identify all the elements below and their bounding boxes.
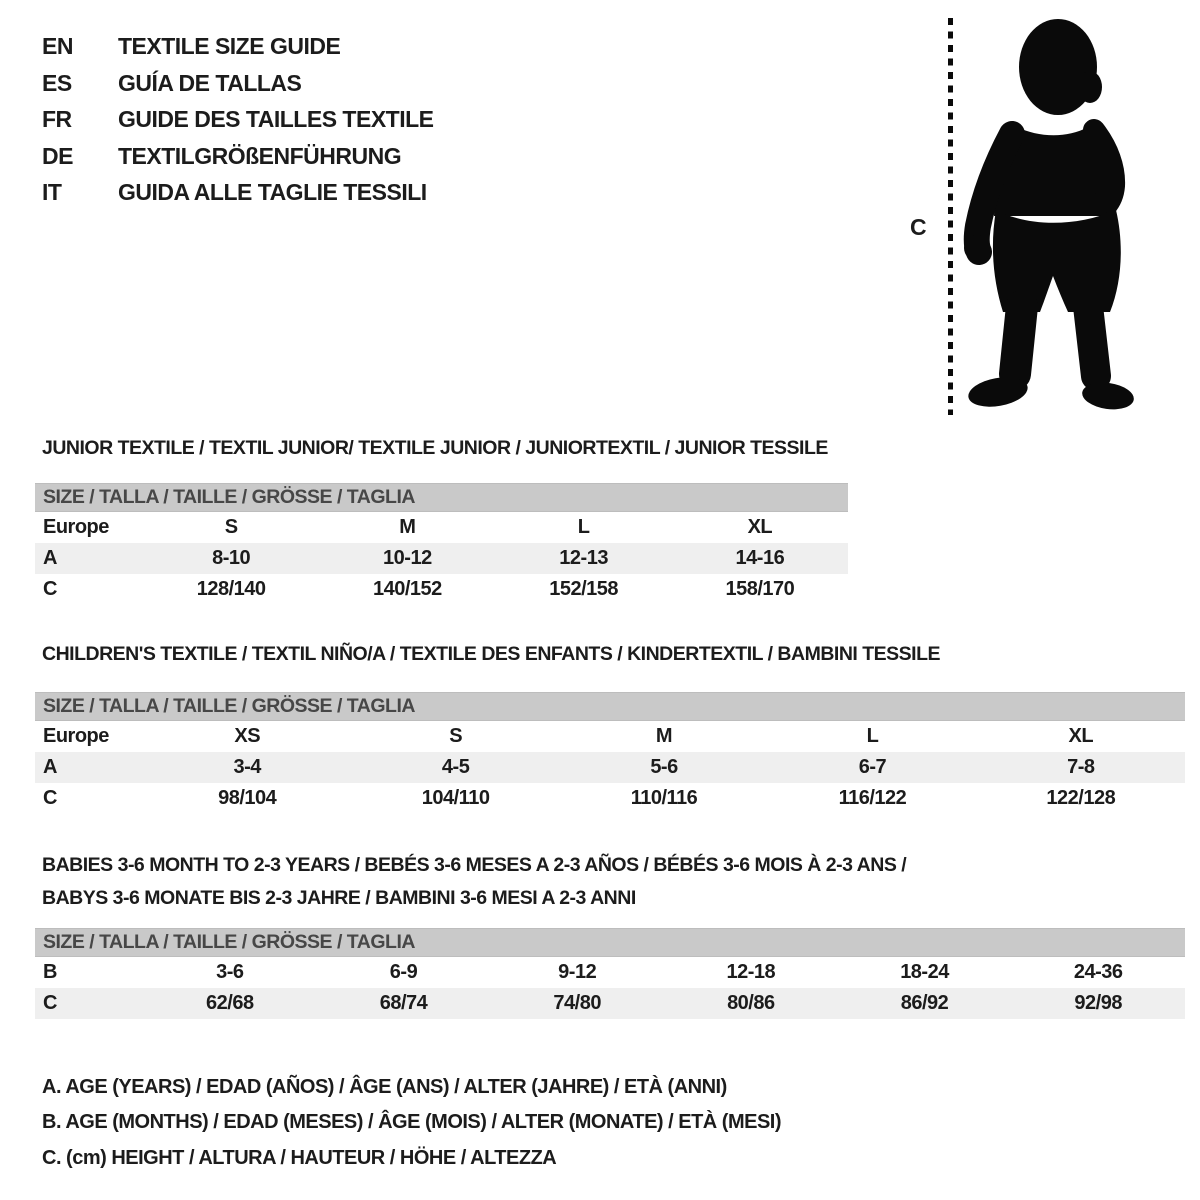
row-label: C [43, 787, 57, 809]
table-cell: XL [1068, 725, 1094, 747]
row-label: A [43, 756, 57, 778]
legend-line-a: A. AGE (YEARS) / EDAD (AÑOS) / ÂGE (ANS) / ALTER (JAHRE) / ETÀ (ANNI) [42, 1076, 727, 1098]
table-cell: 74/80 [553, 992, 601, 1014]
table-cell: 12-18 [726, 961, 776, 983]
babies-size-table [35, 928, 1185, 1019]
table-cell: 8-10 [212, 547, 251, 569]
language-title: GUIDA ALLE TAGLIE TESSILI [118, 179, 427, 205]
language-code: IT [42, 179, 62, 205]
table-cell: 7-8 [1067, 756, 1095, 778]
language-row [42, 174, 434, 211]
table-cell: 92/98 [1074, 992, 1122, 1014]
table-cell: 122/128 [1046, 787, 1116, 809]
table-cell: 68/74 [379, 992, 428, 1014]
row-label: B [43, 961, 57, 983]
table-cell: XL [747, 516, 773, 538]
table-row [35, 721, 1185, 752]
table-cell: 98/104 [218, 787, 277, 809]
height-measure-label: C [910, 214, 927, 240]
table-cell: 110/116 [630, 787, 698, 809]
table-row [35, 957, 1185, 988]
table-cell: 80/86 [727, 992, 775, 1014]
table-cell: 6-9 [389, 961, 418, 983]
row-label: A [43, 547, 57, 569]
row-label: Europe [43, 725, 109, 747]
language-row [42, 101, 434, 138]
size-header-bar: SIZE / TALLA / TAILLE / GRÖSSE / TAGLIA [35, 928, 1185, 957]
junior-section-title: JUNIOR TEXTILE / TEXTIL JUNIOR/ TEXTILE JUNIOR / JUNIORTEXTIL / JUNIOR TESSILE [42, 437, 828, 459]
table-cell: 128/140 [196, 578, 266, 600]
table-cell: 24-36 [1073, 961, 1123, 983]
row-label: C [43, 578, 57, 600]
language-title: TEXTILE SIZE GUIDE [118, 33, 341, 59]
babies-section-title [42, 849, 906, 914]
table-cell: S [449, 725, 463, 747]
size-header-bar: SIZE / TALLA / TAILLE / GRÖSSE / TAGLIA [35, 483, 848, 512]
table-cell: 14-16 [735, 547, 785, 569]
language-code: ES [42, 69, 72, 96]
table-cell: 5-6 [650, 756, 678, 778]
language-row [42, 138, 434, 175]
table-cell: S [224, 516, 238, 538]
table-cell: 18-24 [900, 961, 949, 983]
row-label: Europe [43, 516, 109, 538]
table-cell: 116/122 [838, 787, 907, 809]
table-cell: 3-6 [216, 961, 244, 983]
table-cell: 158/170 [725, 578, 795, 600]
height-dashed-line [948, 18, 953, 415]
legend [42, 1070, 781, 1176]
table-cell: L [866, 725, 879, 747]
table-row [35, 574, 848, 605]
language-code: DE [42, 142, 73, 169]
table-cell: 152/158 [549, 578, 619, 600]
table-cell: 140/152 [372, 578, 442, 600]
junior-size-table [35, 483, 848, 605]
language-code: FR [42, 106, 72, 132]
row-label: C [43, 992, 57, 1014]
children-section-title: CHILDREN'S TEXTILE / TEXTIL NIÑO/A / TEXTILE DES ENFANTS / KINDERTEXTIL / BAMBINI TESSILE [42, 643, 941, 665]
language-title: GUÍA DE TALLAS [118, 69, 302, 96]
language-title: TEXTILGRÖßENFÜHRUNG [118, 142, 402, 169]
language-row [42, 65, 434, 102]
table-row [35, 783, 1185, 814]
language-row [42, 28, 434, 65]
table-cell: L [577, 516, 590, 538]
babies-title-line-2: BABYS 3-6 MONATE BIS 2-3 JAHRE / BAMBINI 3-6 MESI A 2-3 ANNI [42, 886, 636, 909]
table-cell: 10-12 [383, 547, 432, 569]
table-cell: 6-7 [858, 756, 887, 778]
table-cell: M [655, 725, 673, 747]
size-header-bar: SIZE / TALLA / TAILLE / GRÖSSE / TAGLIA [35, 692, 1185, 721]
table-cell: XS [234, 725, 261, 747]
table-cell: 104/110 [421, 787, 490, 809]
table-row [35, 543, 848, 574]
table-cell: 12-13 [559, 547, 608, 569]
table-cell: 62/68 [206, 992, 254, 1014]
children-size-table [35, 692, 1185, 814]
babies-title-line-1: BABIES 3-6 MONTH TO 2-3 YEARS / BEBÉS 3-6 MESES A 2-3 AÑOS / BÉBÉS 3-6 MOIS À 2-3 ANS / [42, 854, 907, 876]
legend-line-c: C. (cm) HEIGHT / ALTURA / HAUTEUR / HÖHE / ALTEZZA [42, 1146, 557, 1169]
legend-line-b: B. AGE (MONTHS) / EDAD (MESES) / ÂGE (MOIS) / ALTER (MONATE) / ETÀ (MESI) [42, 1111, 782, 1134]
table-cell: M [399, 516, 416, 538]
language-code: EN [42, 33, 73, 59]
table-row [35, 988, 1185, 1019]
language-title: GUIDE DES TAILLES TEXTILE [118, 106, 434, 132]
table-cell: 3-4 [233, 756, 261, 778]
table-row [35, 752, 1185, 783]
toddler-silhouette-icon [960, 14, 1146, 422]
table-cell: 4-5 [441, 756, 470, 778]
table-cell: 9-12 [558, 961, 597, 983]
table-row [35, 512, 848, 543]
table-cell: 86/92 [900, 992, 949, 1014]
language-list [42, 28, 434, 211]
